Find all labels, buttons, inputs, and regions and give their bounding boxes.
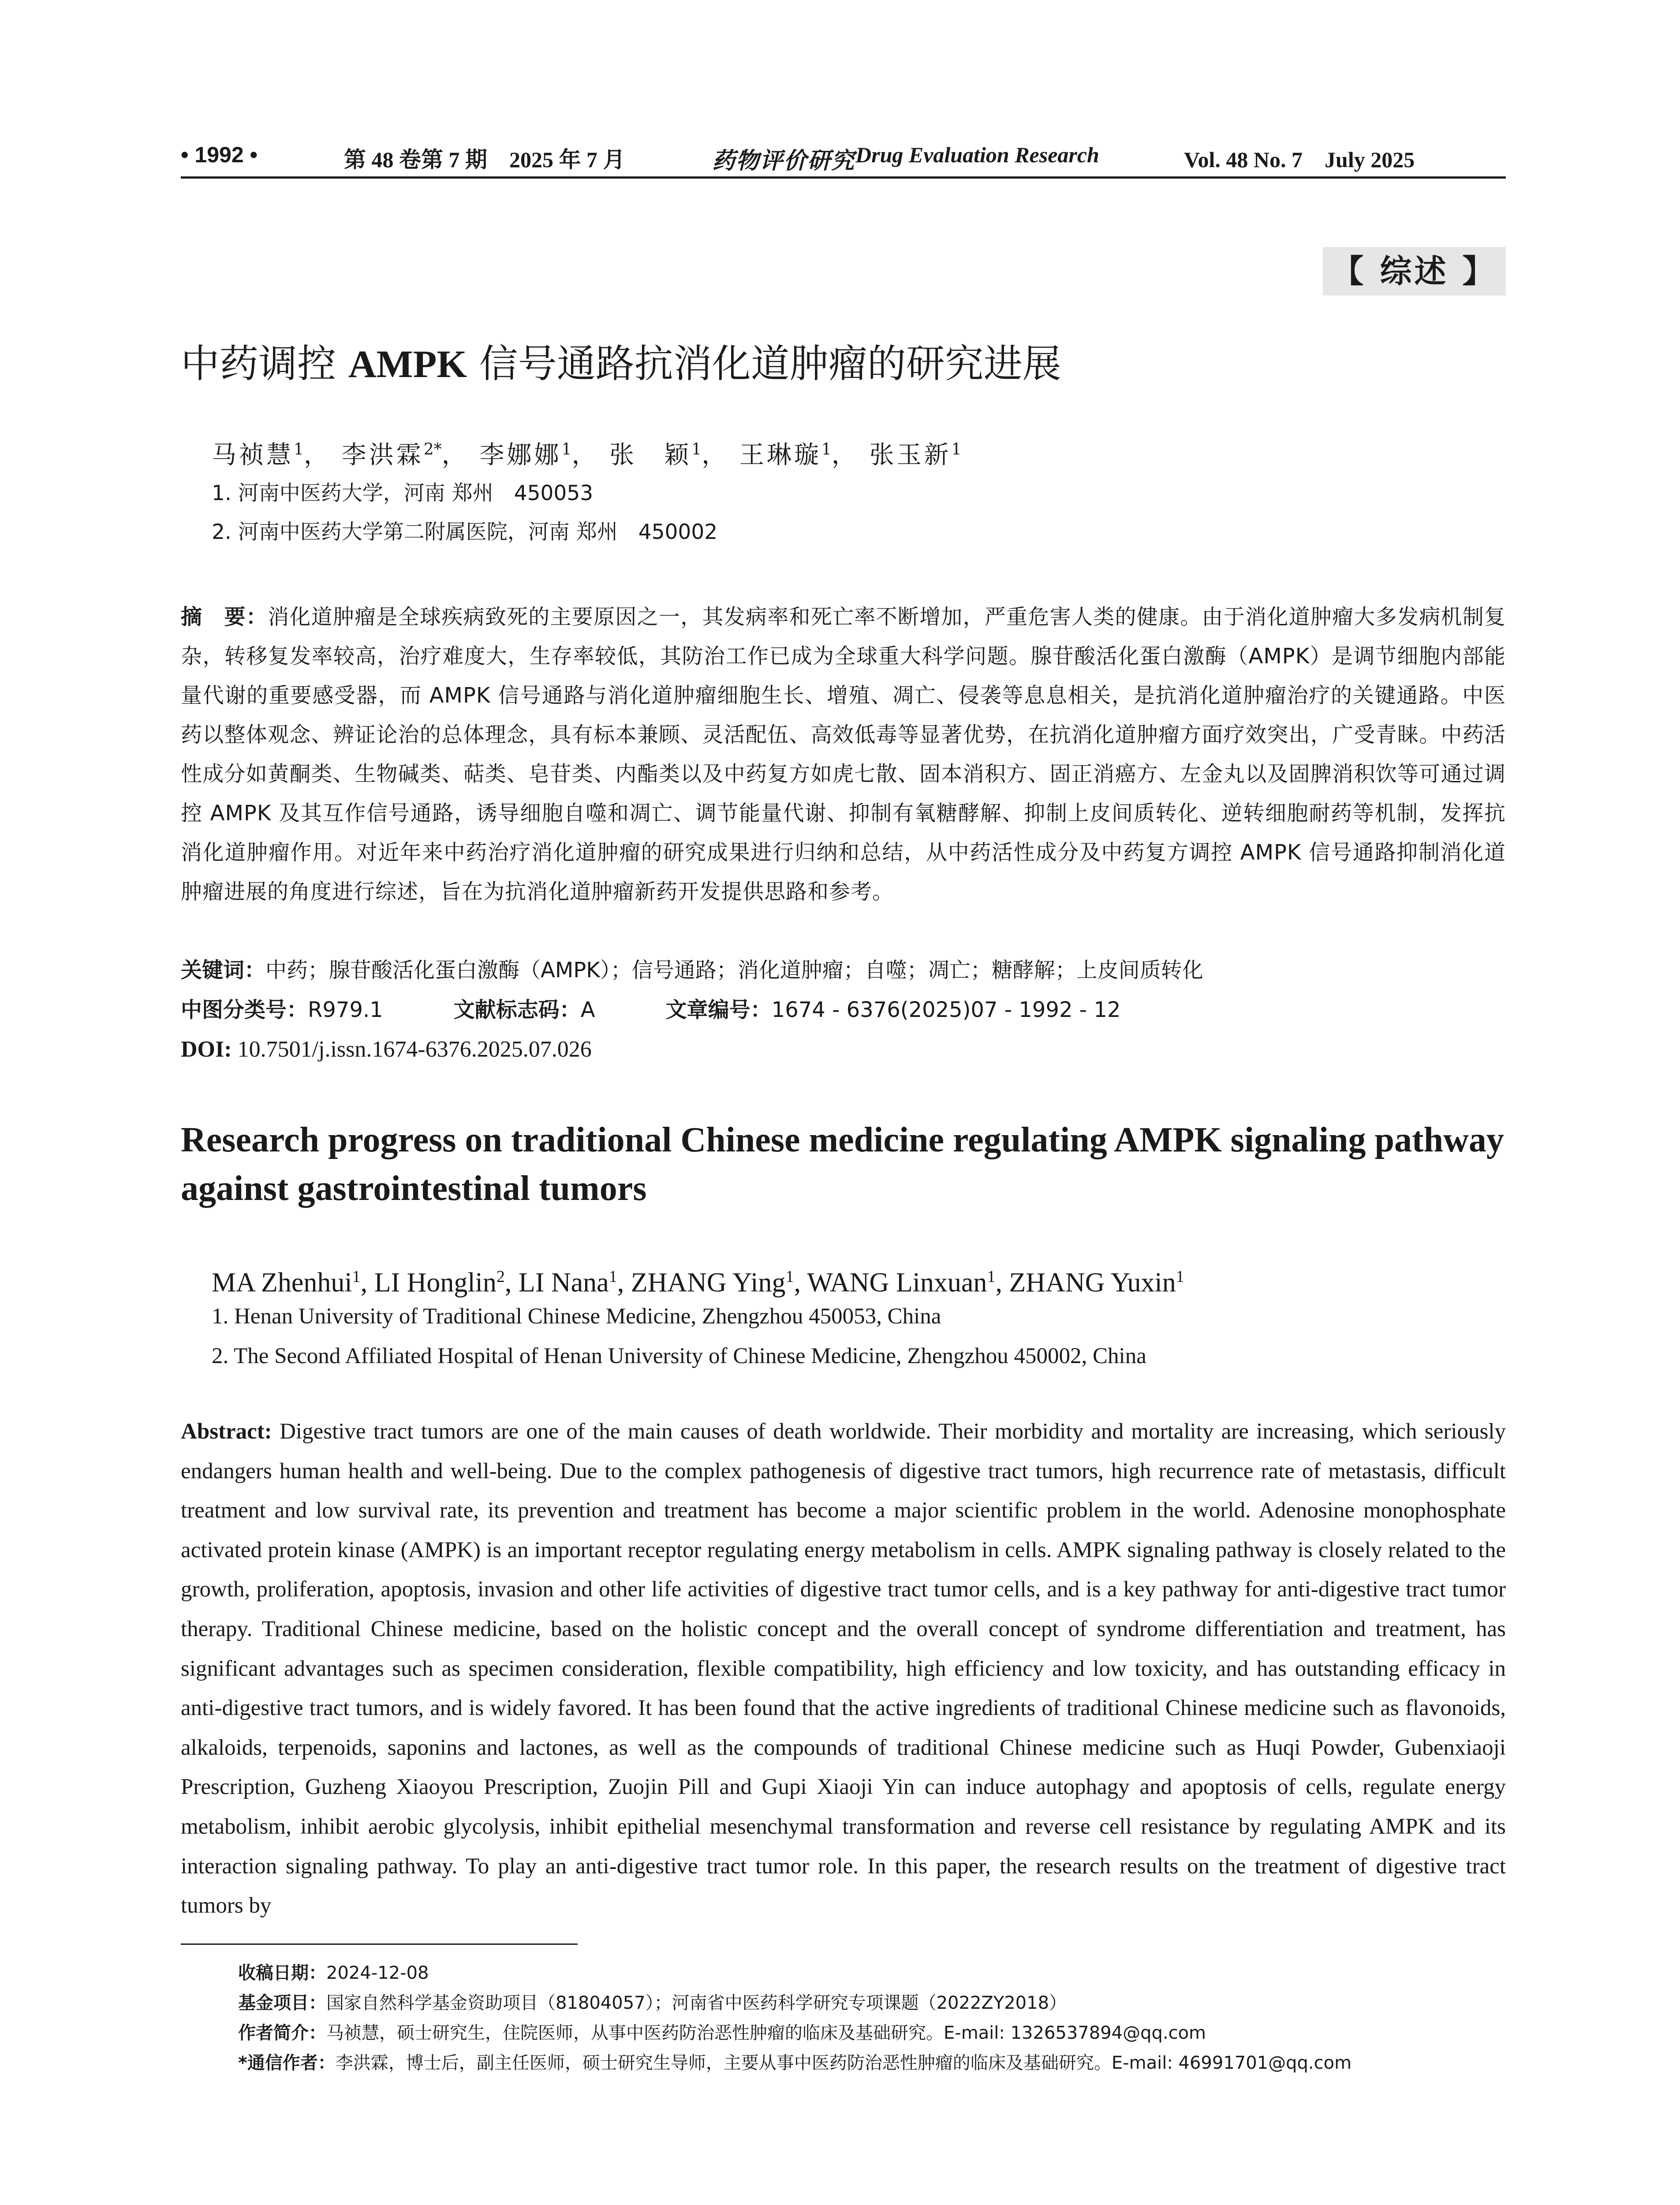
abstract-cn-label: 摘 要：: [181, 605, 268, 629]
footnote-text: 国家自然科学基金资助项目（81804057）；河南省中医药科学研究专项课题（2022ZY2018）: [326, 1993, 1067, 2013]
footnote-label: 收稿日期：: [238, 1963, 326, 1983]
article-title-en: Research progress on traditional Chinese medicine regulating AMPK signaling pathway against gastrointestinal tumors: [181, 1121, 1504, 1208]
footnote-rule: [181, 1943, 578, 1945]
author-name-cn: 张 颖: [609, 441, 692, 470]
running-header: [181, 142, 1506, 172]
author-affil-sup: 1: [352, 1267, 361, 1286]
title-cn-suffix: 信号通路抗消化道肿瘤的研究进展: [467, 341, 1061, 386]
doc-code-value: A: [580, 998, 595, 1022]
footnote-text: 李洪霖，博士后，副主任医师，硕士研究生导师，主要从事中医药防治恶性肿瘤的临床及基础研究。E-mail: 46991701@qq.com: [335, 2053, 1352, 2073]
doi-line: [181, 1032, 592, 1067]
article-number-value: 1674 - 6376(2025)07 - 1992 - 12: [771, 998, 1121, 1022]
author-name-cn: 李娜娜: [479, 441, 562, 470]
classification-line: [181, 992, 1120, 1028]
affiliation-en-2: 2. The Second Affiliated Hospital of Henan University of Chinese Medicine, Zhengzhou 450002, China: [212, 1344, 1146, 1368]
footnote-text: 2024-12-08: [326, 1963, 429, 1983]
abstract-en-label: Abstract:: [181, 1419, 272, 1444]
author-name-en: MA Zhenhui: [212, 1267, 352, 1298]
author-name-en: WANG Linxuan: [807, 1267, 987, 1298]
author-affil-sup: 1: [987, 1267, 996, 1286]
author-affil-sup: 1: [691, 441, 702, 459]
keywords-label: 关键词：: [181, 958, 266, 983]
article-title-cn: [181, 335, 1506, 393]
footnote-received: [238, 1958, 1517, 1988]
author-affil-sup: 1: [785, 1267, 794, 1286]
article-number-label: 文章编号：: [665, 998, 772, 1022]
footnotes: [238, 1958, 1517, 2078]
author-name-cn: 张玉新: [869, 441, 952, 470]
author-name-cn: 王琳璇: [739, 441, 821, 470]
author-affil-sup: 1: [951, 441, 962, 459]
section-tag: 【 综述 】: [1323, 247, 1506, 295]
affiliation-cn-1: 1. 河南中医药大学，河南 郑州 450053: [212, 481, 594, 505]
author-affil-sup: 1: [609, 1267, 617, 1286]
keywords-cn: [181, 953, 1203, 988]
affiliation-en-1: 1. Henan University of Traditional Chinese Medicine, Zhengzhou 450053, China: [212, 1304, 941, 1329]
author-affil-sup: 2: [496, 1267, 505, 1286]
footnote-author-bio: [238, 2018, 1517, 2048]
author-affil-sup: 1: [821, 441, 832, 459]
author-name-en: ZHANG Yuxin: [1009, 1267, 1176, 1298]
journal-name-en: Drug Evaluation Research: [855, 142, 1099, 167]
footnote-corresponding: [238, 2048, 1517, 2078]
footnote-label: 基金项目：: [238, 1993, 326, 2013]
author-affil-sup: 1: [1176, 1267, 1184, 1286]
footnote-funding: [238, 1988, 1517, 2018]
abstract-en-text: Digestive tract tumors are one of the main causes of death worldwide. Their morbidity and mortality are increasing, which seriously endangers human health and well-being. Due to the complex pathogenesis of digestive tract tumors, high recurrence rate of metastasis, difficult treatment and low survival rate, its prevention and treatment has become a major scientific problem in the world. Adenosine monophosphate activated protein kinase (AMPK) is an important receptor regulating energy metabolism in cells. AMPK signaling pathway is closely related to the growth, proliferation, apoptosis, invasion and other life activities of digestive tract tumor cells, and is a key pathway for anti-digestive tract tumor therapy. Traditional Chinese medicine, based on the holistic concept and the overall concept of syndrome differentiation and treatment, has significant advantages such as specimen consideration, flexible compatibility, high efficiency and low toxicity, and has outstanding efficacy in anti-digestive tract tumors, and is widely favored. It has been found that the active ingredients of traditional Chinese medicine such as flavonoids, alkaloids, terpenoids, saponins and lactones, as well as the compounds of traditional Chinese medicine such as Huqi Powder, Gubenxiaoji Prescription, Guzheng Xiaoyou Prescription, Zuojin Pill and Gupi Xiaoji Yin can induce autophagy and apoptosis of cells, regulate energy metabolism, inhibit aerobic glycolysis, inhibit epithelial mesenchymal transformation and reverse cell resistance by regulating AMPK and its interaction signaling pathway. To play an anti-digestive tract tumor role. In this paper, the research results on the treatment of digestive tract tumors by: [181, 1419, 1506, 1918]
author-list-cn: 马祯慧$^1$， 李洪霖$^{2*}$， 李娜娜$^1$， 张 颖$^1$， 王琳璇$^1$， 张玉新$^1$: [212, 441, 962, 470]
keywords-text: 中药；腺苷酸活化蛋白激酶（AMPK）；信号通路；消化道肿瘤；自噬；凋亡；糖酵解；上皮间质转化: [265, 958, 1203, 983]
header-rule: [181, 176, 1506, 179]
page-number: • 1992 •: [181, 142, 258, 167]
author-affil-sup: 1: [294, 441, 304, 459]
author-name-en: LI Honglin: [374, 1267, 497, 1298]
author-name-en: ZHANG Ying: [631, 1267, 786, 1298]
clc-value: R979.1: [308, 998, 383, 1022]
footnote-label: 作者简介：: [238, 2023, 326, 2043]
author-affil-sup: 1: [561, 441, 572, 459]
title-cn-prefix: 中药调控: [181, 341, 348, 386]
author-name-cn: 李洪霖: [341, 441, 424, 470]
title-cn-bold: AMPK: [348, 343, 467, 386]
abstract-cn-text: 消化道肿瘤是全球疾病致死的主要原因之一，其发病率和死亡率不断增加，严重危害人类的健康。由于消化道肿瘤大多发病机制复杂，转移复发率较高，治疗难度大，生存率较低，其防治工作已成为全球重大科学问题。腺苷酸活化蛋白激酶（AMPK）是调节细胞内部能量代谢的重要感受器，而 AMPK 信号通路与消化道肿瘤细胞生长、增殖、凋亡、侵袭等息息相关，是抗消化道肿瘤治疗的关键通路。中医药以整体观念、辨证论治的总体理念，具有标本兼顾、灵活配伍、高效低毒等显著优势，在抗消化道肿瘤方面疗效突出，广受青睐。中药活性成分如黄酮类、生物碱类、萜类、皂苷类、内酯类以及中药复方如虎七散、固本消积方、固正消癌方、左金丸以及固脾消积饮等可通过调控 AMPK 及其互作信号通路，诱导细胞自噬和凋亡、调节能量代谢、抑制有氧糖酵解、抑制上皮间质转化、逆转细胞耐药等机制，发挥抗消化道肿瘤作用。对近年来中药治疗消化道肿瘤的研究成果进行归纳和总结，从中药活性成分及中药复方调控 AMPK 信号通路抑制消化道肿瘤进展的角度进行综述，旨在为抗消化道肿瘤新药开发提供思路和参考。: [181, 605, 1506, 904]
journal-logo: 药物评价研究: [712, 149, 855, 174]
abstract-en: [181, 1412, 1506, 1926]
author-affil-sup: 2*: [423, 441, 442, 459]
doi-label: DOI:: [181, 1037, 232, 1062]
author-name-en: LI Nana: [518, 1267, 609, 1298]
abstract-cn: [181, 598, 1506, 912]
footnote-label: *通信作者：: [238, 2053, 336, 2073]
volume-info-en: Vol. 48 No. 7 July 2025: [1184, 147, 1415, 172]
author-list-en: MA Zhenhui$^1$, LI Honglin$^2$, LI Nana$^1$, ZHANG Ying$^1$, WANG Linxuan$^1$, ZHANG Yuxin$^1$: [212, 1267, 1184, 1298]
doi-value[interactable]: 10.7501/j.issn.1674-6376.2025.07.026: [237, 1037, 592, 1062]
doc-code-label: 文献标志码：: [453, 998, 581, 1022]
footnote-text: 马祯慧，硕士研究生，住院医师，从事中医药防治恶性肿瘤的临床及基础研究。E-mail: 1326537894@qq.com: [326, 2023, 1206, 2043]
affiliation-cn-2: 2. 河南中医药大学第二附属医院，河南 郑州 450002: [212, 520, 718, 544]
issue-info-cn: 第 48 卷第 7 期 2025 年 7 月: [344, 147, 625, 172]
clc-label: 中图分类号：: [181, 998, 308, 1022]
author-name-cn: 马祯慧: [212, 441, 294, 470]
